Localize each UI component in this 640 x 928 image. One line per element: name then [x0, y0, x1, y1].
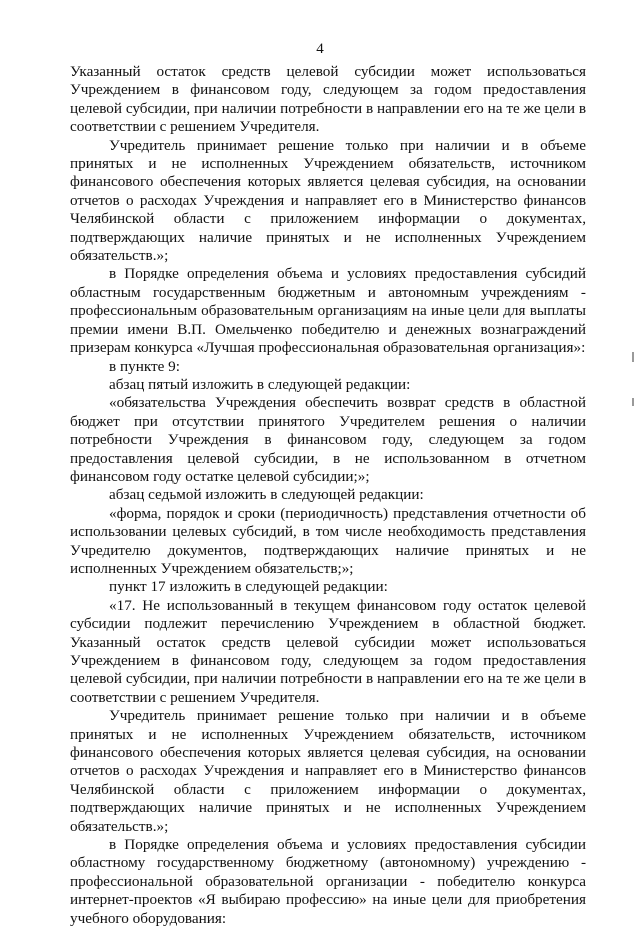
paragraph-contest-procedure: в Порядке определения объема и условиях предоставления субсидии областному государственному бюджетному (автономному) учреждению - профессиональной образовательной организации - победителю конкурса интернет-проектов «Я выбираю профессию» на иные цели для приобретения учебного оборудования: [70, 836, 586, 927]
page-number: 4 [316, 41, 324, 57]
paragraph-founder-decision: Учредитель принимает решение только при наличии и в объеме принятых и не исполненных Учреждением обязательств, источником финансового обеспечения которых является целевая субсидия, на основании отчетов о расходах Учреждения и направляет его в Министерство финансов Челябинской области с приложением информации о документах, подтверждающих наличие принятых и не исполненных Учреждением обязательств.»; [70, 136, 586, 265]
scan-margin-mark [632, 352, 634, 362]
paragraph-clause-17-text: «17. Не использованный в текущем финансовом году остаток целевой субсидии подлежит перечислению Учреждением в областной бюджет. Указанный остаток средств целевой субсидии может использоваться Учреждением в финансовом году, следующем за годом предоставления целевой субсидии, при наличии потребности в направлении его на те же цели в соответствии с решением Учредителя. [70, 596, 586, 706]
paragraph-seventh-indent: абзац седьмой изложить в следующей редакции: [109, 486, 424, 504]
scan-margin-mark [632, 398, 634, 406]
paragraph-reporting-form: «форма, порядок и сроки (периодичность) представления отчетности об использовании целевых субсидий, в том числе необходимость представления Учредителю документов, подтверждающих наличие принятых и не исполненных Учреждением обязательств;»; [70, 504, 586, 577]
paragraph-clause-9: в пункте 9: [109, 357, 180, 375]
paragraph-refund-obligation: «обязательства Учреждения обеспечить возврат средств в областной бюджет при отсутствии принятого Учредителем решения о наличии потребности Учреждения в финансовом году, следующем за годом предоставления целевой субсидии, в не использованном в отчетном финансовом году остатке целевой субсидии;»; [70, 394, 586, 485]
paragraph-clause-17: пункт 17 изложить в следующей редакции: [109, 578, 388, 596]
document-body [70, 63, 586, 928]
paragraph-fifth-indent: абзац пятый изложить в следующей редакции: [109, 375, 411, 393]
paragraph-remaining-balance: Указанный остаток средств целевой субсидии может использоваться Учреждением в финансовом году, следующем за годом предоставления целевой субсидии, при наличии потребности в направлении его на те же цели в соответствии с решением Учредителя. [70, 63, 586, 136]
paragraph-founder-decision-2: Учредитель принимает решение только при наличии и в объеме принятых и не исполненных Учреждением обязательств, источником финансового обеспечения которых является целевая субсидия, на основании отчетов о расходах Учреждения и направляет его в Министерство финансов Челябинской области с приложением информации о документах, подтверждающих наличие принятых и не исполненных Учреждением обязательств.»; [70, 707, 586, 835]
paragraph-omelchenko-procedure: в Порядке определения объема и условиях предоставления субсидий областным государственным бюджетным и автономным учреждениям - профессиональным образовательным организациям на иные цели для выплаты премии имени В.П. Омельченко победителю и денежных вознаграждений призерам конкурса «Лучшая профессиональная образовательная организация»: [70, 265, 586, 357]
